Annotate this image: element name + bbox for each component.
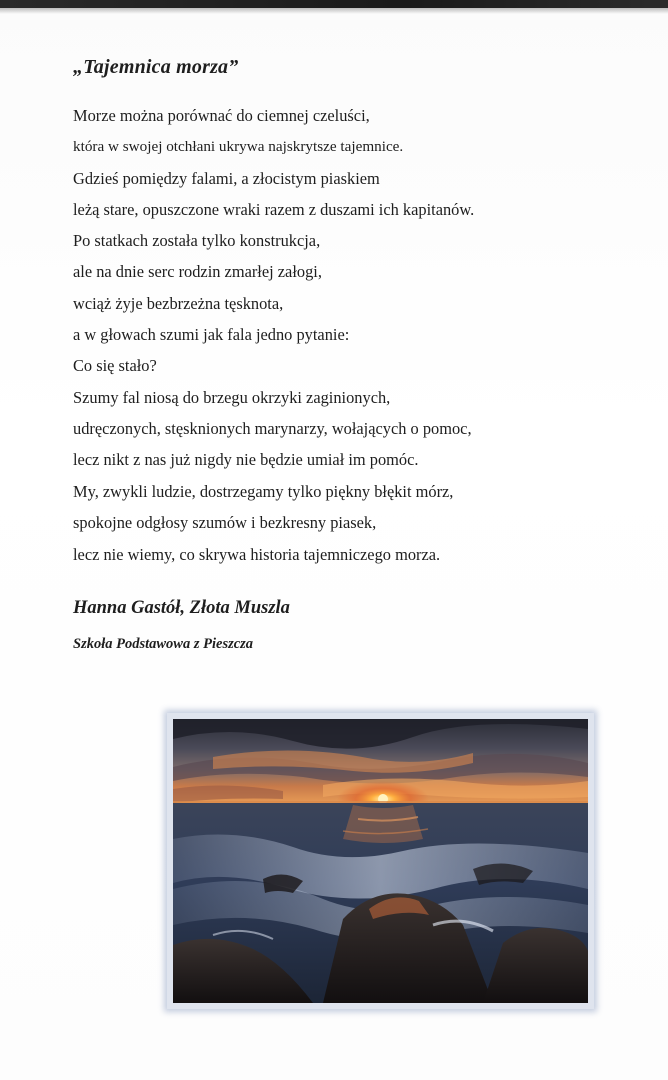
poem-line: wciąż żyje bezbrzeżna tęsknota, [73, 293, 284, 313]
poem-title: „Tajemnica morza” [73, 56, 239, 78]
poem-line: lecz nikt z nas już nigdy nie będzie umiał im pomóc. [73, 450, 419, 470]
poem-line: Co się stało? [73, 356, 157, 376]
poem-line: spokojne odgłosy szumów i bezkresny piasek, [73, 513, 377, 533]
seascape-photo-frame [167, 713, 594, 1009]
poem-line: ale na dnie serc rodzin zmarłej załogi, [73, 262, 322, 282]
poem-line: leżą stare, opuszczone wraki razem z duszami ich kapitanów. [73, 199, 475, 219]
poem-line: lecz nie wiemy, co skrywa historia tajemniczego morza. [73, 544, 441, 564]
poem-stanza-2 [73, 476, 453, 570]
poem-line: a w głowach szumi jak fala jedno pytanie: [73, 325, 350, 345]
page-top-edge [0, 0, 668, 8]
poem-line: Szumy fal niosą do brzegu okrzyki zaginionych, [73, 387, 391, 407]
poem-line: Po statkach została tylko konstrukcja, [73, 231, 321, 251]
poem-line: Morze można porównać do ciemnej czeluści, [73, 106, 370, 125]
seascape-sunset-photo [173, 719, 588, 1003]
poem-line: która w swojej otchłani ukrywa najskrytsze tajemnice. [73, 138, 404, 156]
poem-line: My, zwykli ludzie, dostrzegamy tylko piękny błękit mórz, [73, 482, 454, 501]
poem-line: Gdzieś pomiędzy falami, a złocistym piaskiem [73, 168, 380, 188]
poem-line: udręczonych, stęsknionych marynarzy, wołających o pomoc, [73, 418, 472, 438]
author-name: Hanna Gastół, Złota Muszla [73, 598, 290, 618]
poem-stanza-1 [73, 100, 474, 476]
school-name: Szkoła Podstawowa z Pieszcza [73, 636, 254, 652]
